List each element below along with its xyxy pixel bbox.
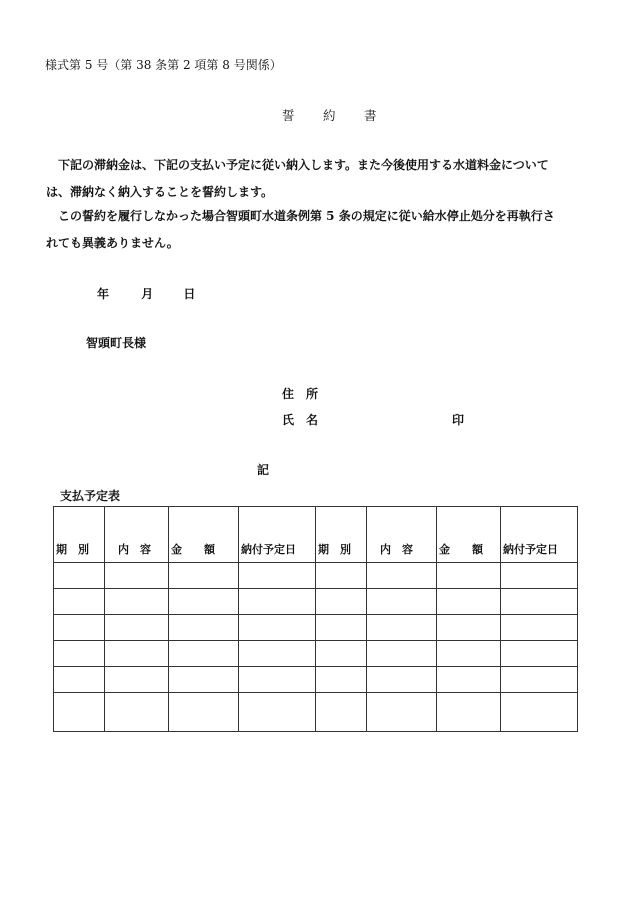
table-cell[interactable] [437, 641, 501, 667]
date-day-label: 日 [183, 287, 196, 301]
table-cell[interactable] [239, 693, 316, 732]
table-cell[interactable] [501, 641, 578, 667]
table-cell[interactable] [169, 563, 239, 589]
table-cell[interactable] [367, 563, 437, 589]
table-row [54, 615, 578, 641]
table-row [54, 641, 578, 667]
table-cell[interactable] [501, 693, 578, 732]
form-number: 様式第 5 号（第 38 条第 2 項第 8 号関係） [45, 58, 282, 72]
table-cell[interactable] [239, 667, 316, 693]
table-row [54, 563, 578, 589]
header-amount: 金 額 [169, 507, 239, 563]
date-line [97, 285, 195, 302]
table-cell[interactable] [501, 615, 578, 641]
pledge-paragraph-2 [46, 203, 586, 257]
table-cell[interactable] [105, 667, 169, 693]
table-cell[interactable] [105, 589, 169, 615]
table-cell[interactable] [54, 641, 105, 667]
table-cell[interactable] [367, 693, 437, 732]
table-cell[interactable] [316, 667, 367, 693]
table-cell[interactable] [54, 693, 105, 732]
table-cell[interactable] [105, 563, 169, 589]
table-cell[interactable] [437, 667, 501, 693]
table-cell[interactable] [316, 641, 367, 667]
table-cell[interactable] [437, 589, 501, 615]
table-cell[interactable] [316, 589, 367, 615]
name-label: 氏 名 [282, 413, 319, 427]
header-content: 内 容 [105, 507, 169, 563]
document-title: 誓 約 書 [282, 108, 385, 123]
paragraph-line: 下記の滞納金は、下記の支払い予定に従い納入します。また今後使用する水道料金について [46, 158, 549, 172]
table-cell[interactable] [367, 589, 437, 615]
table-cell[interactable] [169, 667, 239, 693]
table-caption: 支払予定表 [60, 489, 121, 503]
table-cell[interactable] [367, 615, 437, 641]
table-row [54, 589, 578, 615]
table-cell[interactable] [169, 589, 239, 615]
table-cell[interactable] [367, 667, 437, 693]
paragraph-line: れても異義ありません。 [46, 236, 179, 250]
table-cell[interactable] [54, 667, 105, 693]
header-amount: 金 額 [437, 507, 501, 563]
table-cell[interactable] [316, 615, 367, 641]
header-due-date: 納付予定日 [501, 507, 578, 563]
table-cell[interactable] [239, 615, 316, 641]
header-period: 期 別 [316, 507, 367, 563]
table-cell[interactable] [169, 693, 239, 732]
table-cell[interactable] [437, 615, 501, 641]
table-cell[interactable] [54, 615, 105, 641]
table-cell[interactable] [316, 563, 367, 589]
header-due-date: 納付予定日 [239, 507, 316, 563]
seal-label: 印 [452, 413, 465, 427]
table-cell[interactable] [501, 563, 578, 589]
paragraph-line: この誓約を履行しなかった場合智頭町水道条例第 5 条の規定に従い給水停止処分を再執行さ [46, 209, 555, 223]
table-cell[interactable] [169, 641, 239, 667]
table-cell[interactable] [437, 563, 501, 589]
table-cell[interactable] [239, 563, 316, 589]
table-cell[interactable] [501, 667, 578, 693]
header-period: 期 別 [54, 507, 105, 563]
table-cell[interactable] [239, 641, 316, 667]
date-year-label: 年 [97, 287, 110, 301]
table-row [54, 667, 578, 693]
payment-schedule-table [53, 506, 578, 732]
table-cell[interactable] [169, 615, 239, 641]
table-header-row [54, 507, 578, 563]
table-cell[interactable] [437, 693, 501, 732]
table-cell[interactable] [54, 589, 105, 615]
table-row [54, 693, 578, 732]
table-cell[interactable] [367, 641, 437, 667]
pledge-paragraph-1 [46, 152, 586, 206]
header-content: 内 容 [367, 507, 437, 563]
table-cell[interactable] [105, 615, 169, 641]
paragraph-line: は、滞納なく納入することを誓約します。 [46, 185, 274, 199]
table-cell[interactable] [316, 693, 367, 732]
table-cell[interactable] [501, 589, 578, 615]
date-month-label: 月 [141, 287, 154, 301]
addressee: 智頭町長様 [86, 336, 147, 350]
ki-heading: 記 [257, 463, 270, 477]
table-cell[interactable] [239, 589, 316, 615]
table-cell[interactable] [54, 563, 105, 589]
address-label: 住 所 [282, 387, 319, 401]
table-cell[interactable] [105, 693, 169, 732]
table-cell[interactable] [105, 641, 169, 667]
